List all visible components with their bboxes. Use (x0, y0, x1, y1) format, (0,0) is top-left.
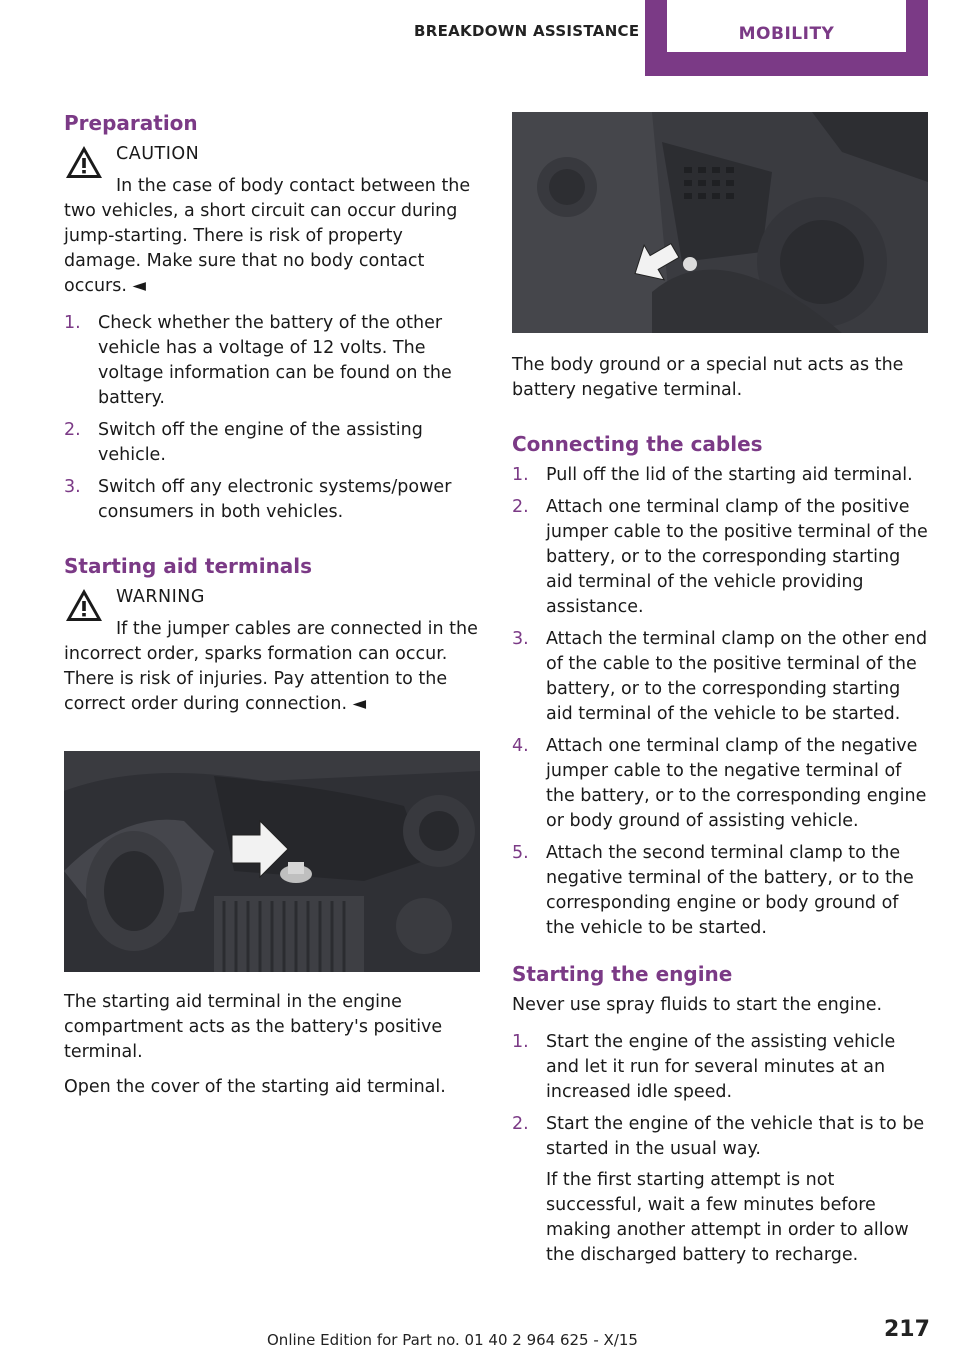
step-text: Switch off any electronic systems/power consumers in both vehicles. (98, 477, 452, 522)
list-item (512, 1112, 928, 1268)
step-number: 2. (512, 497, 529, 517)
warning-notice (64, 585, 480, 717)
ground-photo-caption: The body ground or a special nut acts as the battery negative terminal. (512, 355, 904, 400)
starting-engine-heading: Starting the engine (512, 962, 733, 986)
list-item (512, 841, 928, 941)
terminal-cover-note: Open the cover of the starting aid terminal. (64, 1077, 446, 1097)
step-number: 1. (512, 465, 529, 485)
right-column (512, 110, 928, 1275)
caution-notice (64, 142, 480, 299)
warning-triangle-icon (64, 144, 104, 180)
step-number: 4. (512, 736, 529, 756)
connecting-steps (512, 463, 928, 941)
preparation-heading: Preparation (64, 111, 198, 135)
terminal-photo-caption: The starting aid terminal in the engine compartment acts as the battery's positive terminal. (64, 992, 443, 1062)
step-text: Attach one terminal clamp of the positive jumper cable to the positive terminal of the battery, or to the corresponding starting aid terminal of the vehicle providing assistance. (546, 497, 928, 617)
chapter-tab-label: MOBILITY (667, 0, 906, 52)
starting-aid-terminals-heading: Starting aid terminals (64, 554, 313, 578)
step-subtext: If the first starting attempt is not successful, wait a few minutes before making another attempt in order to allow the discharged battery to recharge. (546, 1170, 909, 1265)
running-header-section: BREAKDOWN ASSISTANCE (414, 22, 640, 40)
step-text: Attach the terminal clamp on the other end of the cable to the positive terminal of the battery, or to the corresponding starting aid terminal of the vehicle to be started. (546, 629, 928, 724)
warning-title: WARNING (116, 587, 205, 607)
list-item (512, 1030, 928, 1105)
step-number: 2. (512, 1114, 529, 1134)
caution-text: In the case of body contact between the two vehicles, a short circuit can occur during jump-starting. There is risk of property damage. Make sure that no body contact occurs. ◄ (64, 176, 471, 296)
step-number: 5. (512, 843, 529, 863)
list-item (512, 495, 928, 620)
caution-title: CAUTION (116, 144, 200, 164)
footer-edition: Online Edition for Part no. 01 40 2 964 625 - X/15 (267, 1331, 638, 1349)
list-item (512, 734, 928, 834)
step-text: Attach the second terminal clamp to the negative terminal of the battery, or to the corresponding engine or body ground of the vehicle to be started. (546, 843, 914, 938)
step-number: 3. (512, 629, 529, 649)
engine-compartment-illustration (64, 751, 480, 972)
step-text: Pull off the lid of the starting aid terminal. (546, 465, 913, 485)
list-item (64, 311, 480, 411)
list-item (64, 418, 480, 468)
page-number: 217 (884, 1317, 930, 1342)
connecting-cables-heading: Connecting the cables (512, 432, 763, 456)
step-number: 3. (64, 477, 81, 497)
list-item (512, 463, 928, 488)
list-item (512, 627, 928, 727)
engine-compartment-photo (64, 751, 480, 972)
step-text: Switch off the engine of the assisting vehicle. (98, 420, 423, 465)
starting-steps (512, 1030, 928, 1268)
step-number: 1. (64, 313, 81, 333)
step-text: Attach one terminal clamp of the negative jumper cable to the negative terminal of the battery, or to the corresponding engine or body ground of assisting vehicle. (546, 736, 927, 831)
step-number: 1. (512, 1032, 529, 1052)
preparation-steps (64, 311, 480, 525)
list-item (64, 475, 480, 525)
starting-engine-intro: Never use spray fluids to start the engine. (512, 995, 883, 1015)
body-ground-illustration (512, 112, 928, 333)
step-text: Check whether the battery of the other vehicle has a voltage of 12 volts. The voltage information can be found on the battery. (98, 313, 452, 408)
step-text: Start the engine of the vehicle that is to be started in the usual way. (546, 1114, 925, 1159)
body-ground-photo (512, 112, 928, 333)
step-number: 2. (64, 420, 81, 440)
chapter-tab (645, 0, 928, 76)
left-column (64, 110, 480, 1106)
warning-text: If the jumper cables are connected in the incorrect order, sparks formation can occur. There is risk of injuries. Pay attention to the correct order during connection. ◄ (64, 619, 478, 714)
step-text: Start the engine of the assisting vehicle and let it run for several minutes at an increased idle speed. (546, 1032, 896, 1102)
warning-triangle-icon (64, 587, 104, 623)
